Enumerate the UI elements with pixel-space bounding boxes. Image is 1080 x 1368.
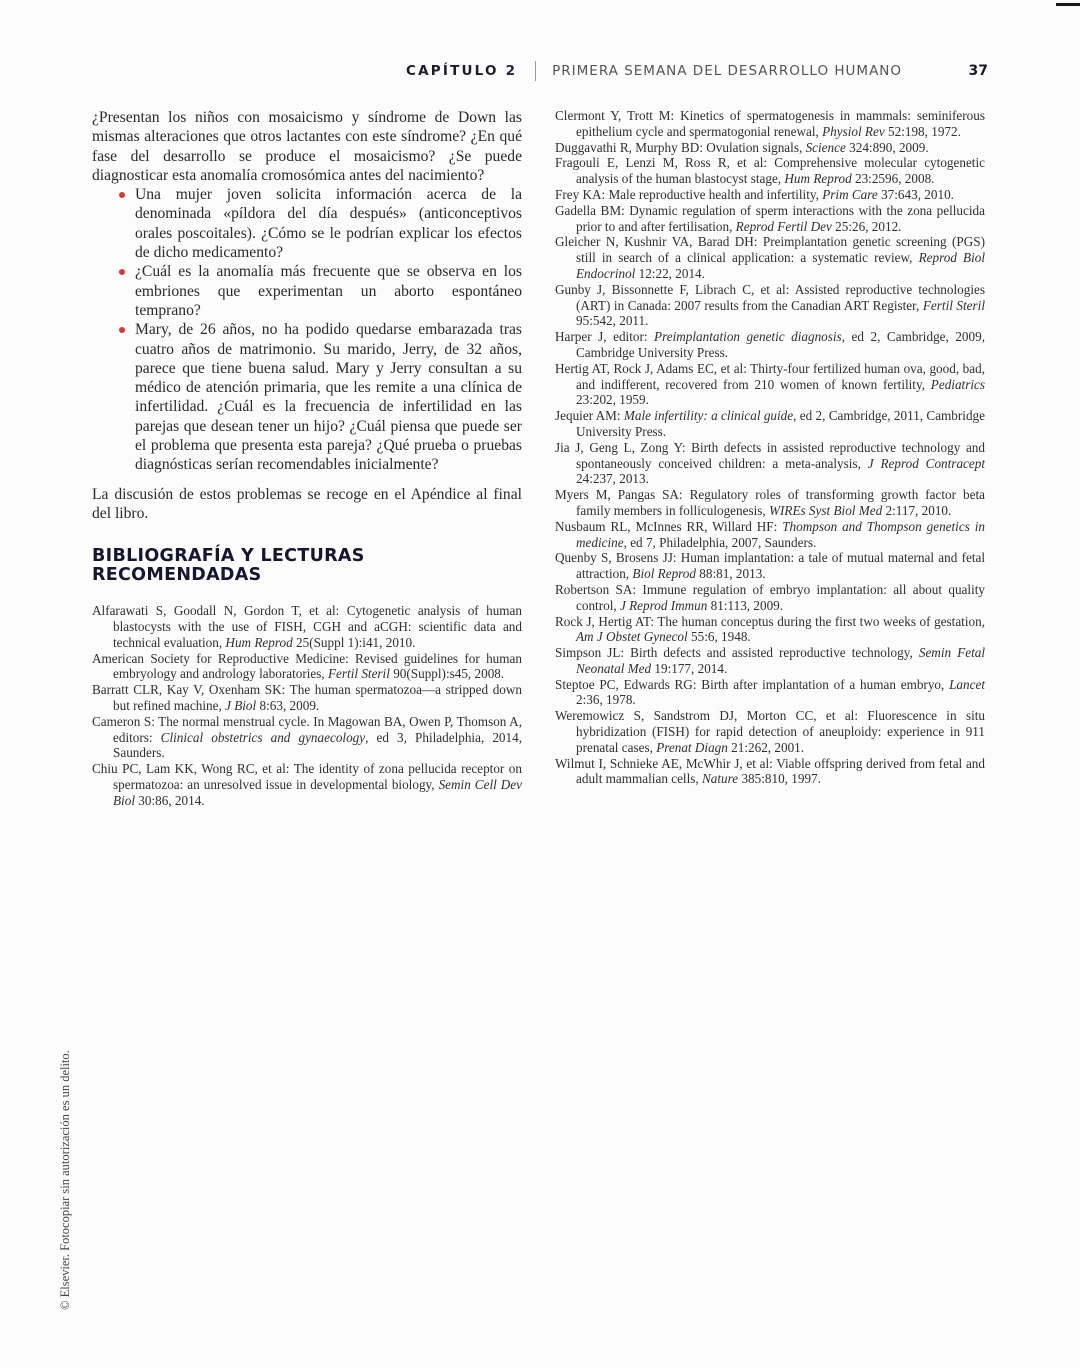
- reference-item: [555, 614, 985, 646]
- reference-journal: WIREs Syst Biol Med: [769, 502, 883, 518]
- reference-item: [555, 329, 985, 361]
- reference-authors-title: American Society for Reproductive Medicine: Revised guidelines for human embryology and andrology laboratories,: [92, 650, 522, 682]
- reference-authors-title: Nusbaum RL, McInnes RR, Willard HF:: [555, 518, 783, 534]
- reference-authors-title: Gleicher N, Kushnir VA, Barad DH: Preimplantation genetic screening (PGS) still in search of a clinical application: a systematic review,: [555, 234, 985, 266]
- reference-authors-title: Quenby S, Brosens JJ: Human implantation: a tale of mutual maternal and fetal attraction,: [555, 550, 985, 582]
- reference-citation: 24:237, 2013.: [576, 471, 649, 487]
- reference-item: [555, 234, 985, 281]
- reference-citation: 30:86, 2014.: [134, 792, 205, 808]
- reference-item: [555, 677, 985, 709]
- reference-item: [92, 714, 522, 761]
- reference-journal: Reprod Biol Endocrinol: [576, 250, 985, 281]
- reference-item: [555, 440, 985, 487]
- reference-authors-title: Duggavathi R, Murphy BD: Ovulation signals,: [555, 139, 806, 155]
- scan-corner-mark: [1056, 3, 1080, 6]
- reference-citation: 23:202, 1959.: [576, 392, 649, 408]
- reference-authors-title: Hertig AT, Rock J, Adams EC, et al: Thirty-four fertilized human ova, good, bad, and indifferent, recovered from 210 women of known fertility,: [555, 360, 985, 392]
- chapter-label-text: CAPÍTULO: [406, 63, 499, 79]
- header-divider: [535, 61, 536, 81]
- reference-citation: 12:22, 2014.: [635, 265, 705, 281]
- question-list: [92, 185, 522, 474]
- reference-authors-title: Jequier AM:: [555, 408, 624, 424]
- reference-list-right: [555, 108, 985, 787]
- reference-authors-title: Weremowicz S, Sandstrom DJ, Morton CC, et al: Fluorescence in situ hybridization (FISH) for rapid detection of aneuploidy: experience in 911 prenatal cases,: [555, 708, 985, 755]
- reference-authors-title: Cameron S: The normal menstrual cycle. In Magowan BA, Owen P, Thomson A, editors:: [92, 713, 522, 745]
- heading-line-1: BIBLIOGRAFÍA Y LECTURAS: [92, 546, 365, 567]
- reference-citation: 52:198, 1972.: [884, 123, 961, 139]
- reference-journal: Fertil Steril: [922, 297, 985, 313]
- reference-journal: J Reprod Contracept: [867, 455, 985, 471]
- reference-citation: 90(Suppl):s45, 2008.: [389, 666, 505, 682]
- reference-citation: , ed 3, Philadelphia, 2014, Saunders.: [113, 729, 523, 761]
- reference-citation: 25:26, 2012.: [831, 218, 902, 234]
- reference-item: [555, 361, 985, 408]
- reference-authors-title: Frey KA: Male reproductive health and infertility,: [555, 186, 823, 202]
- reference-journal: Nature: [701, 771, 739, 787]
- bullet-icon: [119, 269, 125, 275]
- reference-item: [555, 487, 985, 519]
- reference-journal: Preimplantation genetic diagnosis: [654, 329, 842, 345]
- reference-item: [555, 519, 985, 551]
- reference-list-left: [92, 603, 522, 808]
- reference-item: [555, 282, 985, 329]
- reference-item: [92, 651, 522, 683]
- reference-item: [555, 582, 985, 614]
- reference-citation: 88:81, 2013.: [696, 566, 766, 582]
- question-item: [92, 320, 522, 474]
- reference-authors-title: Simpson JL: Birth defects and assisted reproductive technology,: [555, 645, 919, 661]
- reference-authors-title: Clermont Y, Trott M: Kinetics of spermatogenesis in mammals: seminiferous epithelium cycle and spermatogonial renewal,: [555, 108, 985, 139]
- reference-journal: Science: [805, 139, 846, 155]
- reference-journal: Semin Cell Dev Biol: [113, 777, 522, 808]
- reference-item: [555, 140, 985, 156]
- reference-citation: 19:177, 2014.: [651, 660, 728, 676]
- reference-citation: , ed 2, Cambridge, 2009, Cambridge University Press.: [576, 329, 986, 360]
- reference-authors-title: Steptoe PC, Edwards RG: Birth after implantation of a human embryo,: [555, 676, 950, 692]
- reference-citation: 324:890, 2009.: [845, 139, 929, 155]
- reference-citation: 385:810, 1997.: [738, 771, 821, 787]
- question-item: [92, 262, 522, 320]
- reference-item: [555, 645, 985, 677]
- question-text: ¿Cuál es la anomalía más frecuente que se observa en los embriones que experimentan un aborto espontáneo temprano?: [135, 263, 522, 319]
- reference-item: [555, 756, 985, 788]
- reference-authors-title: Wilmut I, Schnieke AE, McWhir J, et al: Viable offspring derived from fetal and adult mammalian cells,: [555, 755, 985, 787]
- reference-authors-title: Gadella BM: Dynamic regulation of sperm interactions with the zona pellucida prior to and after fertilisation,: [555, 202, 985, 234]
- reference-journal: Male infertility: a clinical guide: [623, 408, 794, 424]
- question-text: Una mujer joven solicita información acerca de la denominada «píldora del día después» (anticonceptivos orales poscoitales). ¿Cómo se le podrían explicar los efectos de dicho medicamento?: [135, 186, 522, 262]
- reference-authors-title: Gunby J, Bissonnette F, Librach C, et al: Assisted reproductive technologies (ART) in Canada: 2007 results from the Canadian ART Register,: [555, 281, 985, 313]
- running-header: [406, 60, 988, 82]
- reference-journal: Hum Reprod: [225, 634, 293, 650]
- reference-citation: , ed 2, Cambridge, 2011, Cambridge University Press.: [576, 408, 985, 439]
- reference-item: [92, 682, 522, 714]
- reference-citation: 23:2596, 2008.: [851, 171, 935, 187]
- reference-journal: Fertil Steril: [327, 666, 390, 682]
- reference-item: [555, 408, 985, 440]
- reference-journal: Prenat Diagn: [656, 739, 728, 755]
- question-continuation: ¿Presentan los niños con mosaicismo y síndrome de Down las mismas alteraciones que otros lactantes con este síndrome? ¿En qué fase del desarrollo se produce el mosaicismo? ¿Se puede diagnosticar esta anomalía cromosómica antes del nacimiento?: [92, 109, 522, 184]
- reference-item: [555, 155, 985, 187]
- reference-citation: , ed 7, Philadelphia, 2007, Saunders.: [623, 534, 817, 550]
- reference-citation: 37:643, 2010.: [877, 186, 954, 202]
- reference-item: [555, 203, 985, 235]
- reference-citation: 81:113, 2009.: [707, 597, 784, 613]
- left-column: [92, 108, 522, 809]
- reference-journal: J Reprod Immun: [619, 597, 708, 613]
- reference-journal: Prim Care: [822, 186, 878, 202]
- heading-line-2: RECOMENDADAS: [92, 565, 262, 586]
- reference-authors-title: Harper J, editor:: [555, 329, 655, 345]
- reference-authors-title: Fragouli E, Lenzi M, Ross R, et al: Comprehensive molecular cytogenetic analysis of the human blastocyst stage,: [555, 155, 985, 187]
- reference-citation: 21:262, 2001.: [727, 739, 805, 755]
- reference-journal: Biol Reprod: [632, 566, 696, 582]
- reference-journal: Clinical obstetrics and gynaecology: [160, 729, 366, 745]
- reference-item: [555, 108, 985, 140]
- reference-item: [555, 708, 985, 755]
- section-heading: [92, 547, 522, 585]
- reference-journal: Lancet: [949, 676, 985, 692]
- copyright-side-note: © Elsevier. Fotocopiar sin autorización es un delito.: [58, 1050, 72, 1310]
- reference-journal: Reprod Fertil Dev: [735, 218, 832, 234]
- reference-citation: 25(Suppl 1):i41, 2010.: [292, 634, 416, 650]
- question-item: [92, 185, 522, 262]
- reference-authors-title: Barratt CLR, Kay V, Oxenham SK: The human spermatozoa—a stripped down but refined machine,: [92, 682, 522, 714]
- reference-authors-title: Rock J, Hertig AT: The human conceptus during the first two weeks of gestation,: [555, 613, 985, 629]
- reference-citation: 95:542, 2011.: [576, 313, 649, 329]
- reference-authors-title: Myers M, Pangas SA: Regulatory roles of transforming growth factor beta family members in folliculogenesis,: [555, 487, 985, 518]
- chapter-number: 2: [505, 63, 518, 79]
- reference-journal: Hum Reprod: [784, 171, 852, 187]
- reference-journal: J Biol: [225, 698, 257, 714]
- reference-citation: 2:117, 2010.: [882, 502, 952, 518]
- question-text: Mary, de 26 años, no ha podido quedarse embarazada tras cuatro años de matrimonio. Su marido, Jerry, de 32 años, parece que tiene buena salud. Mary y Jerry consultan a su médico de atención primaria, que les remite a una clínica de infertilidad. ¿Cuál es la frecuencia de infertilidad en las parejas que desean tener un hijo? ¿Cuál piensa que puede ser el problema que presenta esta pareja? ¿Qué prueba o pruebas diagnósticas serían recomendables inicialmente?: [135, 321, 522, 474]
- reference-item: [555, 550, 985, 582]
- reference-item: [555, 187, 985, 203]
- reference-authors-title: Alfarawati S, Goodall N, Gordon T, et al: Cytogenetic analysis of human blastocysts with the use of FISH, CGH and aCGH: scientific data and technical evaluation,: [92, 603, 522, 650]
- reference-journal: Am J Obstet Gynecol: [576, 629, 688, 645]
- bullet-icon: [119, 192, 125, 198]
- reference-journal: Semin Fetal Neonatal Med: [576, 645, 985, 676]
- reference-journal: Thompson and Thompson genetics in medicine: [576, 518, 985, 550]
- reference-item: [92, 761, 522, 808]
- page-number: 37: [968, 63, 988, 79]
- reference-item: [92, 603, 522, 650]
- reference-authors-title: Chiu PC, Lam KK, Wong RC, et al: The identity of zona pellucida receptor on spermatozoa: an unresolved issue in developmental biology,: [92, 761, 522, 792]
- bullet-icon: [119, 327, 125, 333]
- right-column: [555, 108, 985, 787]
- chapter-label: [406, 63, 517, 79]
- reference-journal: Pediatrics: [930, 376, 985, 392]
- reference-authors-title: Jia J, Geng L, Zong Y: Birth defects in assisted reproductive technology and spontaneously conceived children: a meta-analysis,: [555, 439, 985, 471]
- reference-citation: 55:6, 1948.: [687, 629, 751, 645]
- reference-citation: 8:63, 2009.: [256, 698, 320, 714]
- chapter-title: PRIMERA SEMANA DEL DESARROLLO HUMANO: [552, 63, 903, 79]
- reference-authors-title: Robertson SA: Immune regulation of embryo implantation: all about quality control,: [555, 581, 985, 613]
- reference-journal: Physiol Rev: [822, 123, 885, 139]
- closing-paragraph: La discusión de estos problemas se recoge en el Apéndice al final del libro.: [92, 485, 522, 522]
- reference-citation: 2:36, 1978.: [576, 692, 636, 708]
